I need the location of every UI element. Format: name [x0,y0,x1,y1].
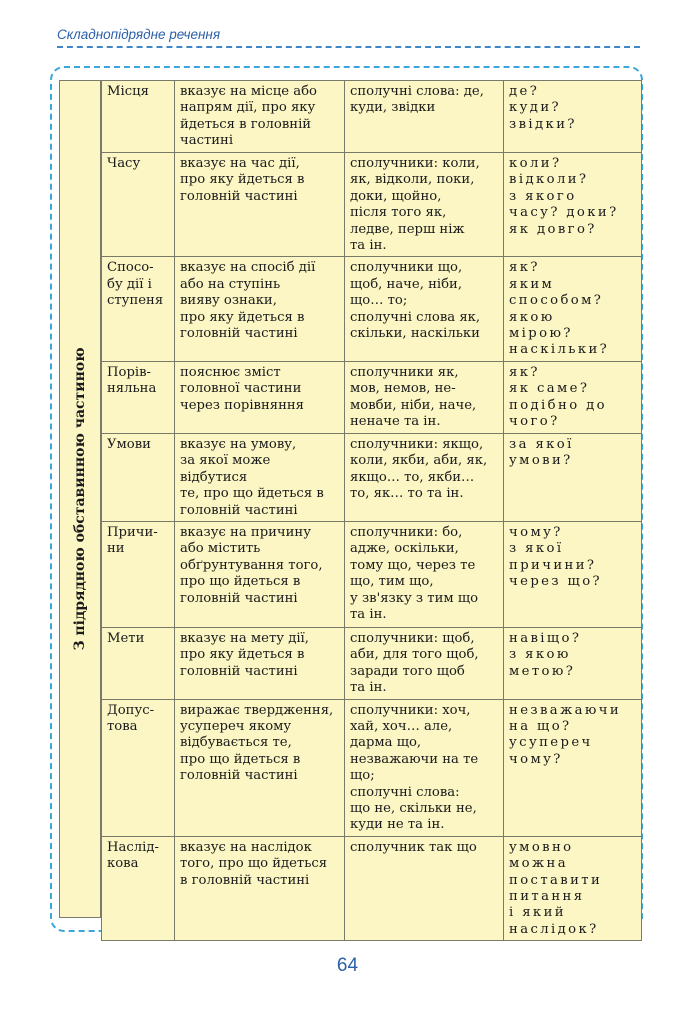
questions-cell: навіщо? з якою метою? [504,627,642,699]
side-label: З підрядною обставинною частиною [72,347,88,651]
questions-cell: чому? з якої причини? через що? [504,521,642,627]
meaning-cell: виражає твердження, усупереч якому відбувається те, про що йдеться в головній частині [175,699,345,836]
questions-cell: як? як саме? подібно до чого? [504,361,642,433]
clause-type-cell: Умови [102,433,175,521]
clause-type-cell: Причи- ни [102,521,175,627]
meaning-cell: пояснює зміст головної частини через порівняння [175,361,345,433]
connectors-cell: сполучники як, мов, немов, не- мовби, ніби, наче, неначе та ін. [345,361,504,433]
table-row [102,521,642,627]
clause-type-cell: Допус- това [102,699,175,836]
clause-type-cell: Порів- няльна [102,361,175,433]
page-number: 64 [336,955,359,976]
table-row [102,699,642,836]
connectors-cell: сполучники: бо, адже, оскільки, тому що, через те що, тим що, у зв'язку з тим що та ін. [345,521,504,627]
table-row [102,81,642,153]
clause-type-cell: Мети [102,627,175,699]
meaning-cell: вказує на наслідок того, про що йдеться в головній частині [175,836,345,940]
meaning-cell: вказує на умову, за якої може відбутися те, про що йдеться в головній частині [175,433,345,521]
table-row [102,433,642,521]
clause-type-cell: Наслід- кова [102,836,175,940]
connectors-cell: сполучники що, щоб, наче, ніби, що… то; сполучні слова як, скільки, наскільки [345,257,504,361]
meaning-cell: вказує на спосіб дії або на ступінь вияву ознаки, про яку йдеться в головній частині [175,257,345,361]
connectors-cell: сполучники: якщо, коли, якби, аби, як, якщо… то, якби… то, як… то та ін. [345,433,504,521]
table-row [102,257,642,361]
questions-cell: за якої умови? [504,433,642,521]
clause-type-cell: Місця [102,81,175,153]
clause-types-table [101,80,642,941]
table-row [102,627,642,699]
connectors-cell: сполучник так що [345,836,504,940]
meaning-cell: вказує на час дії, про яку йдеться в головній частині [175,153,345,257]
side-label-cell [59,80,101,918]
clause-type-cell: Часу [102,153,175,257]
table-row [102,836,642,940]
clause-type-cell: Спосо- бу дії і ступеня [102,257,175,361]
connectors-cell: сполучні слова: де, куди, звідки [345,81,504,153]
running-header: Складнопідрядне речення [57,27,221,42]
questions-cell: коли? відколи? з якого часу? доки? як довго? [504,153,642,257]
connectors-cell: сполучники: коли, як, відколи, поки, доки, щойно, після того як, ледве, перш ніж та ін. [345,153,504,257]
meaning-cell: вказує на причину або містить обґрунтування того, про що йдеться в головній частині [175,521,345,627]
meaning-cell: вказує на місце або напрям дії, про яку йдеться в головній частині [175,81,345,153]
table-row [102,153,642,257]
questions-cell: де? куди? звідки? [504,81,642,153]
questions-cell: незважаючи на що? усупереч чому? [504,699,642,836]
meaning-cell: вказує на мету дії, про яку йдеться в головній частині [175,627,345,699]
connectors-cell: сполучники: щоб, аби, для того щоб, заради того щоб та ін. [345,627,504,699]
header-divider [57,46,640,48]
connectors-cell: сполучники: хоч, хай, хоч… але, дарма що, незважаючи на те що; сполучні слова: що не, скільки не, куди не та ін. [345,699,504,836]
questions-cell: як? яким способом? якою мірою? наскільки? [504,257,642,361]
questions-cell: умовно можна поставити питання і який наслідок? [504,836,642,940]
table-row [102,361,642,433]
